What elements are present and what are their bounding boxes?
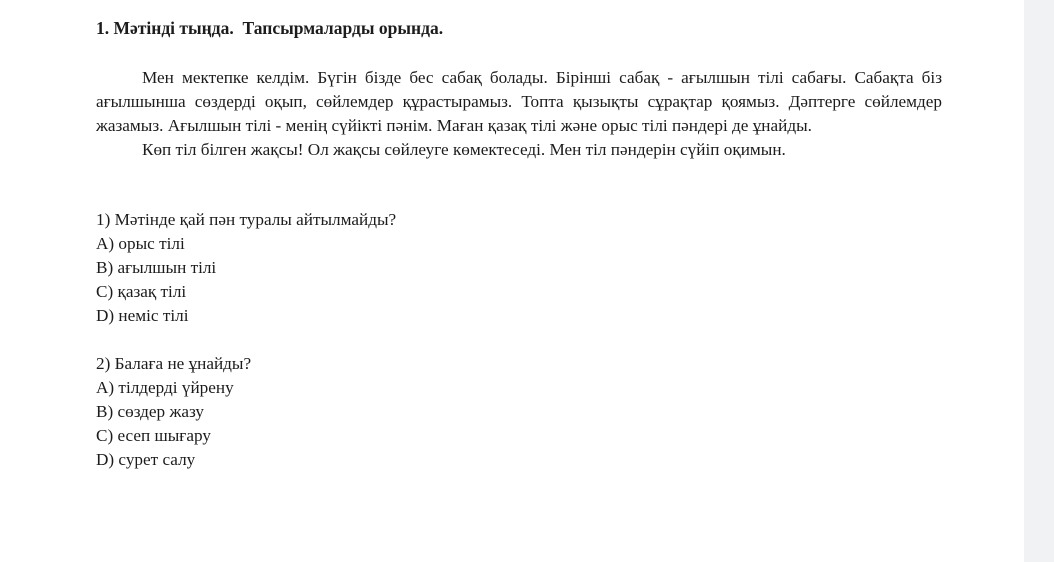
question-2-option-b: В) сөздер жазу bbox=[96, 402, 204, 421]
passage-paragraph-2: Көп тіл білген жақсы! Ол жақсы сөйлеуге көмектеседі. Мен тіл пәндерін сүйіп оқимын. bbox=[142, 140, 786, 159]
question-2 bbox=[96, 352, 251, 472]
question-1 bbox=[96, 208, 396, 328]
question-2-option-a: А) тілдерді үйрену bbox=[96, 378, 234, 397]
question-1-option-c: С) қазақ тілі bbox=[96, 282, 187, 301]
reading-passage bbox=[96, 66, 942, 162]
question-1-option-a: А) орыс тілі bbox=[96, 234, 185, 253]
passage-paragraph-1: Мен мектепке келдім. Бүгін бізде бес сабақ болады. Бірінші сабақ - ағылшын тілі сабағы. Сабақта біз ағылшынша сөздерді оқып, сөйлемдер құрастырамыз. Топта қызықты сұрақтар қоямыз. Дәптерге сөйлемдер жазамыз. Ағылшын тілі - менің сүйікті пәнім. Маған қазақ тілі және орыс тілі пәндері де ұнайды. bbox=[96, 68, 942, 135]
question-1-text: 1) Мәтінде қай пән туралы айтылмайды? bbox=[96, 210, 397, 229]
viewer-background bbox=[1024, 0, 1054, 562]
question-2-option-d: D) сурет салу bbox=[96, 450, 196, 469]
question-1-option-d: D) неміс тілі bbox=[96, 306, 189, 325]
task-title: 1. Мәтінді тыңда. Тапсырмаларды орында. bbox=[96, 18, 444, 38]
question-1-option-b: В) ағылшын тілі bbox=[96, 258, 217, 277]
question-2-text: 2) Балаға не ұнайды? bbox=[96, 354, 252, 373]
question-2-option-c: С) есеп шығару bbox=[96, 426, 211, 445]
